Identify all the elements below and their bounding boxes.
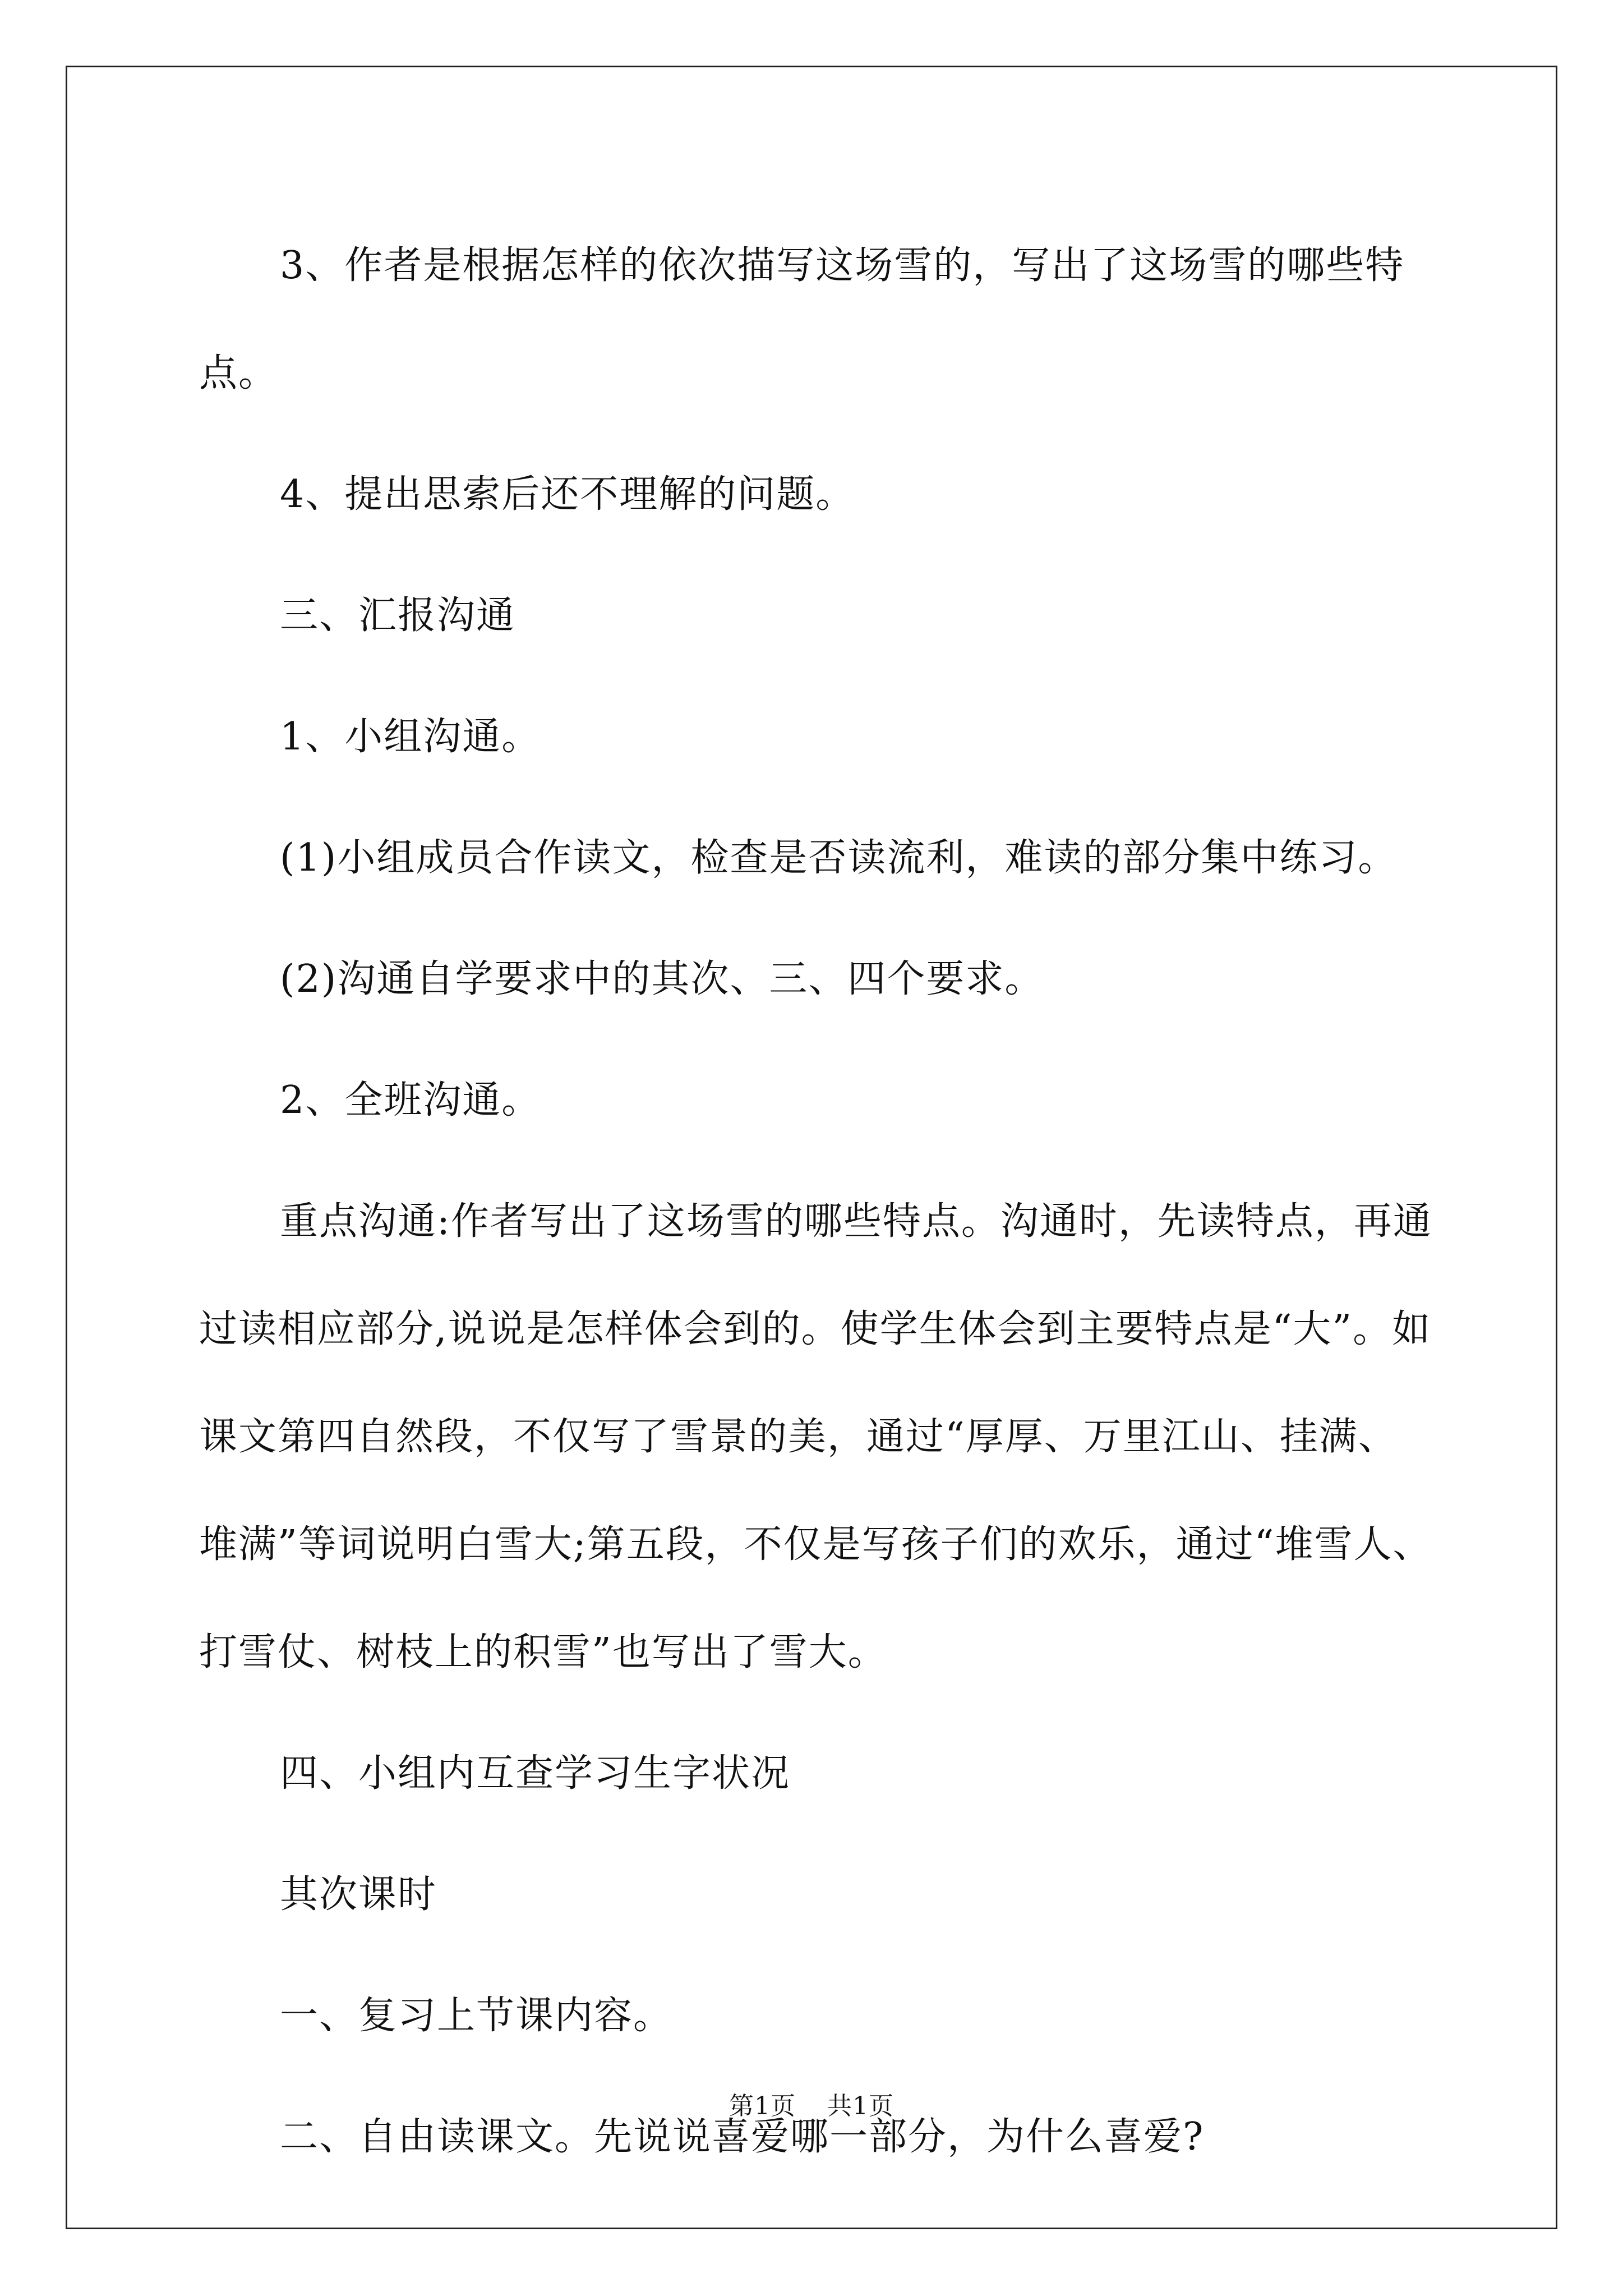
paragraph: 4、提出思索后还不理解的问题。 [280, 472, 855, 517]
section-heading: 三、汇报沟通 [280, 593, 516, 638]
paragraph: 3、作者是根据怎样的依次描写这场雪的，写出了这场雪的哪些特点。 [199, 243, 1405, 395]
page-number-total: 共1页 [827, 2092, 894, 2120]
paragraph: 2、全班沟通。 [280, 1078, 541, 1122]
paragraph: (1)小组成员合作读文，检查是否读流利，难读的部分集中练习。 [280, 836, 1398, 880]
page-footer [0, 2086, 1623, 2122]
paragraph: 重点沟通:作者写出了这场雪的哪些特点。沟通时，先读特点，再通过读相应部分,说说是怎样体会到的。使学生体会到主要特点是“大”。如课文第四自然段，不仅写了雪景的美，通过“厚厚、万里江山、挂满、堆满”等词说明白雪大;第五段，不仅是写孩子们的欢乐，通过“堆雪人、打雪仗、树枝上的积雪”也写出了雪大。 [199, 1199, 1432, 1674]
paragraph: (2)沟通自学要求中的其次、三、四个要求。 [280, 957, 1044, 1001]
paragraph: 一、复习上节课内容。 [280, 1994, 673, 2038]
paragraph: 1、小组沟通。 [280, 715, 541, 759]
section-heading: 其次课时 [280, 1872, 437, 1917]
document-body [199, 212, 1433, 2191]
paragraph: 二、自由读课文。先说说喜爱哪一部分，为什么喜爱? [280, 2115, 1205, 2159]
section-heading: 四、小组内互查学习生字状况 [280, 1751, 791, 1796]
page-number-current: 第1页 [729, 2092, 796, 2120]
